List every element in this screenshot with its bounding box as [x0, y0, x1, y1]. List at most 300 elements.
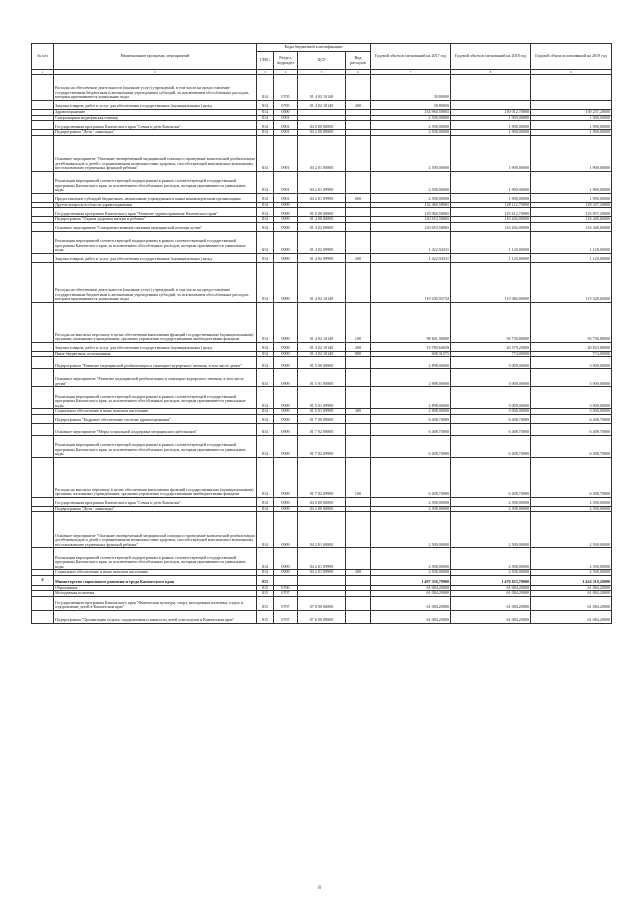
- header-grbs: ГРБС: [257, 52, 274, 70]
- cell-vr: [346, 262, 371, 302]
- cell-csr: 04 2 01 09990: [298, 548, 346, 570]
- cell-v2019: 93 730,80000: [531, 302, 612, 342]
- header-razdel: Раздел, подраздел: [274, 52, 298, 70]
- cell-rz: 0909: [274, 351, 298, 357]
- cell-v2017: 2 500,00000: [371, 193, 451, 202]
- cell-grbs: 815: [257, 591, 274, 597]
- cell-v2018: 20 579,20000: [451, 342, 531, 351]
- cell-csr: [298, 575, 346, 585]
- cell-csr: 01 7 02 09990: [298, 435, 346, 457]
- cell-grbs: 814: [257, 202, 274, 208]
- cell-csr: 01 4 02 10140: [298, 262, 346, 302]
- cell-name: Подпрограмма "Организация отдыха, оздоровления и занятости детей и молодежи в Камчатском крае": [54, 611, 257, 624]
- cell-num: [32, 262, 54, 302]
- cell-v2017: 6 408,70000: [371, 457, 451, 497]
- cell-v2019: 6 408,70000: [531, 457, 612, 497]
- header-csr: ЦСР: [298, 52, 346, 70]
- cell-name: Реализация мероприятий соответствующей подпрограммы в рамках соответствующей государственной программы Камчатского края, за исключением обособленных расходов, которым присваиваются уникальные коды: [54, 435, 257, 457]
- cell-v2018: 1 470 833,70000: [451, 575, 531, 585]
- cell-rz: [274, 575, 298, 585]
- table-row: [32, 597, 612, 611]
- cell-csr: 01 5 01 09990: [298, 387, 346, 409]
- cell-vr: [346, 423, 371, 435]
- table-body: [32, 75, 612, 624]
- cell-v2018: 2 500,00000: [451, 506, 531, 512]
- table-row: [32, 548, 612, 570]
- cell-v2018: 116 204,00000: [451, 217, 531, 223]
- cell-csr: 04 2 01 09990: [298, 171, 346, 193]
- cell-v2018: 1 120,00000: [451, 231, 531, 253]
- cell-v2019: [531, 75, 612, 101]
- cell-csr: 01 4 00 00000: [298, 217, 346, 223]
- page-number: 8: [318, 886, 321, 891]
- cell-v2019: 1 900,00000: [531, 135, 612, 171]
- cell-num: [32, 208, 54, 217]
- cell-v2017: 129 960,58065: [371, 208, 451, 217]
- cell-csr: 04 2 01 09990: [298, 193, 346, 202]
- cell-grbs: 814: [257, 457, 274, 497]
- cell-name: Социальное обеспечение и иные выплаты населению: [54, 409, 257, 415]
- cell-v2019: 2 500,00000: [531, 548, 612, 570]
- cell-name: Закупка товаров, работ и услуг для обеспечения государственных (муниципальных) нужд: [54, 101, 257, 110]
- table-row: [32, 302, 612, 342]
- cell-vr: [346, 369, 371, 387]
- cell-num: [32, 342, 54, 351]
- cell-name: Государственная программа Камчатского края "Семья и дети Камчатки": [54, 497, 257, 506]
- column-number: 9: [531, 70, 612, 75]
- cell-vr: 800: [346, 351, 371, 357]
- cell-name: Другие вопросы в области здравоохранения: [54, 202, 257, 208]
- cell-grbs: 814: [257, 369, 274, 387]
- cell-num: [32, 135, 54, 171]
- cell-rz: 0901: [274, 115, 298, 121]
- cell-num: 6: [32, 575, 54, 585]
- cell-name: Основное мероприятие "Совершенствование оказания медицинской помощи детям": [54, 222, 257, 231]
- table-row: [32, 231, 612, 253]
- cell-rz: 0909: [274, 202, 298, 208]
- cell-rz: 0707: [274, 591, 298, 597]
- cell-rz: 0909: [274, 570, 298, 576]
- cell-v2018: 1 900,00000: [451, 193, 531, 202]
- cell-rz: 0909: [274, 302, 298, 342]
- cell-v2019: 2 500,00000: [531, 570, 612, 576]
- cell-v2019: 2 500,00000: [531, 497, 612, 506]
- cell-v2019: 1 900,00000: [531, 121, 612, 130]
- cell-v2017: 39,80000: [371, 75, 451, 101]
- cell-v2017: 2 500,00000: [371, 497, 451, 506]
- cell-grbs: 814: [257, 357, 274, 369]
- cell-grbs: 814: [257, 208, 274, 217]
- cell-rz: 0901: [274, 121, 298, 130]
- table-row: [32, 342, 612, 351]
- cell-v2018: 93 730,80000: [451, 302, 531, 342]
- cell-grbs: 814: [257, 262, 274, 302]
- table-row: [32, 75, 612, 101]
- cell-csr: 01 0 00 00000: [298, 208, 346, 217]
- cell-csr: 01 4 02 09990: [298, 253, 346, 262]
- cell-num: [32, 597, 54, 611]
- cell-rz: 0909: [274, 369, 298, 387]
- cell-name: Закупка товаров, работ и услуг для обеспечения государственных (муниципальных) нужд: [54, 342, 257, 351]
- cell-vr: [346, 611, 371, 624]
- cell-name: Молодежная политика: [54, 591, 257, 597]
- table-row: [32, 611, 612, 624]
- cell-csr: 01 4 02 10140: [298, 302, 346, 342]
- cell-grbs: 814: [257, 253, 274, 262]
- table-row: [32, 497, 612, 506]
- cell-csr: 01 7 02 00000: [298, 423, 346, 435]
- cell-rz: 0909: [274, 414, 298, 423]
- cell-v2018: 61 084,20000: [451, 591, 531, 597]
- cell-grbs: 814: [257, 110, 274, 116]
- cell-grbs: 814: [257, 130, 274, 136]
- cell-v2019: 2 500,00000: [531, 512, 612, 548]
- cell-vr: 200: [346, 253, 371, 262]
- cell-v2017: 120 653,58065: [371, 217, 451, 223]
- header-name: Наименование программ, мероприятий: [54, 44, 257, 70]
- cell-v2018: 130 012,70000: [451, 110, 531, 116]
- cell-name: Основное мероприятие "Меры социальной поддержки медицинских работников": [54, 423, 257, 435]
- header-2019: Годовой объем ассигнований на 2019 год: [531, 44, 612, 70]
- cell-v2017: 2 898,00000: [371, 357, 451, 369]
- cell-v2019: 61 084,20000: [531, 611, 612, 624]
- cell-name: Расходы на выплаты персоналу в целях обеспечения выполнения функций государственными (муниципальными) органами, казенными учреждениями, органами управления государственными внебюджетными фондами: [54, 302, 257, 342]
- cell-num: [32, 387, 54, 409]
- cell-v2019: 1 900,00000: [531, 193, 612, 202]
- cell-v2018: 6 408,70000: [451, 423, 531, 435]
- cell-v2017: 132 460,58065: [371, 202, 451, 208]
- cell-rz: 0909: [274, 423, 298, 435]
- cell-vr: [346, 597, 371, 611]
- cell-grbs: 815: [257, 597, 274, 611]
- cell-vr: [346, 548, 371, 570]
- cell-csr: 01 4 02 00000: [298, 222, 346, 231]
- cell-v2019: 1 900,00000: [531, 115, 612, 121]
- cell-rz: 0700: [274, 585, 298, 591]
- column-number: 8: [451, 70, 531, 75]
- cell-rz: 0909: [274, 435, 298, 457]
- table-row: [32, 414, 612, 423]
- cell-v2019: 116 448,60000: [531, 222, 612, 231]
- cell-v2018: 3 000,00000: [451, 387, 531, 409]
- cell-name: Государственная программа Камчатского края "Семья и дети Камчатки": [54, 121, 257, 130]
- cell-v2018: 125 612,70000: [451, 208, 531, 217]
- cell-v2019: [531, 101, 612, 110]
- cell-rz: 0705: [274, 101, 298, 110]
- cell-num: [32, 222, 54, 231]
- cell-v2019: 3 000,00000: [531, 369, 612, 387]
- cell-csr: 07 6 00 00000: [298, 611, 346, 624]
- cell-vr: [346, 121, 371, 130]
- table-row: [32, 387, 612, 409]
- cell-num: [32, 457, 54, 497]
- cell-grbs: 814: [257, 101, 274, 110]
- cell-num: [32, 512, 54, 548]
- cell-vr: [346, 497, 371, 506]
- cell-rz: 0901: [274, 135, 298, 171]
- cell-name: Расходы на обеспечение деятельности (оказание услуг) учреждений, в том числе на предоставление государственным бюджетным и автономным учреждениям субсидий, за исключением обособленных расходов, которым присваиваются уникальные коды: [54, 75, 257, 101]
- cell-vr: [346, 357, 371, 369]
- cell-name: Реализация мероприятий соответствующей подпрограммы в рамках соответствующей государственной программы Камчатского края, за исключением обособленных расходов, которым присваиваются уникальные коды: [54, 387, 257, 409]
- cell-csr: 01 7 02 09990: [298, 457, 346, 497]
- cell-rz: 0909: [274, 262, 298, 302]
- cell-vr: 300: [346, 409, 371, 415]
- cell-grbs: 814: [257, 135, 274, 171]
- cell-v2018: 3 000,00000: [451, 369, 531, 387]
- table-row: [32, 101, 612, 110]
- cell-grbs: 814: [257, 302, 274, 342]
- cell-v2017: 2 500,00000: [371, 121, 451, 130]
- header-vr: Вид расходов: [346, 52, 371, 70]
- cell-csr: 07 0 00 00000: [298, 597, 346, 611]
- column-number: 3: [257, 70, 274, 75]
- cell-v2018: 115 084,00000: [451, 262, 531, 302]
- cell-num: [32, 414, 54, 423]
- cell-csr: 01 5 01 00000: [298, 369, 346, 387]
- cell-rz: 0705: [274, 75, 298, 101]
- cell-rz: 0909: [274, 208, 298, 217]
- cell-v2018: 1 900,00000: [451, 130, 531, 136]
- cell-rz: 0707: [274, 611, 298, 624]
- cell-csr: 04 2 01 00000: [298, 512, 346, 548]
- cell-v2019: 1 120,00000: [531, 231, 612, 253]
- cell-v2018: 3 000,00000: [451, 357, 531, 369]
- cell-v2017: 1 422,94331: [371, 253, 451, 262]
- cell-v2018: 128 112,70000: [451, 202, 531, 208]
- cell-rz: 0909: [274, 457, 298, 497]
- table-row: [32, 217, 612, 223]
- cell-name: Государственная программа Камчатского края "Развитие здравоохранения Камчатского края": [54, 208, 257, 217]
- cell-name: Реализация мероприятий соответствующей подпрограммы в рамках соответствующей государственной программы Камчатского края, за исключением обособленных расходов, которым присваиваются уникальные коды: [54, 171, 257, 193]
- cell-v2018: 6 408,70000: [451, 457, 531, 497]
- cell-vr: [346, 387, 371, 409]
- cell-name: Подпрограмма "Дети - инвалиды": [54, 130, 257, 136]
- cell-v2017: 2 500,00000: [371, 548, 451, 570]
- table-row: [32, 262, 612, 302]
- cell-rz: 0901: [274, 171, 298, 193]
- cell-grbs: 814: [257, 115, 274, 121]
- cell-rz: 0909: [274, 548, 298, 570]
- cell-grbs: 814: [257, 506, 274, 512]
- table-row: [32, 135, 612, 171]
- cell-rz: 0707: [274, 597, 298, 611]
- cell-v2019: 3 000,00000: [531, 387, 612, 409]
- cell-num: [32, 435, 54, 457]
- cell-csr: 01 7 00 00000: [298, 414, 346, 423]
- cell-grbs: 814: [257, 423, 274, 435]
- cell-rz: 0909: [274, 497, 298, 506]
- column-number: 2: [54, 70, 257, 75]
- cell-csr: 04 0 00 00000: [298, 121, 346, 130]
- cell-vr: [346, 208, 371, 217]
- cell-rz: 0909: [274, 506, 298, 512]
- cell-v2017: 1 422,94331: [371, 231, 451, 253]
- cell-vr: [346, 171, 371, 193]
- cell-v2019: 2 500,00000: [531, 506, 612, 512]
- cell-grbs: 814: [257, 222, 274, 231]
- cell-v2019: 3 000,00000: [531, 357, 612, 369]
- cell-name: Образование: [54, 585, 257, 591]
- cell-v2018: 1 900,00000: [451, 115, 531, 121]
- cell-name: Реализация мероприятий соответствующей подпрограммы в рамках соответствующей государственной программы Камчатского края, за исключением обособленных расходов, которым присваиваются уникальные коды: [54, 548, 257, 570]
- cell-rz: 0901: [274, 193, 298, 202]
- header-2017: Годовой объем ассигнований на 2017 год: [371, 44, 451, 70]
- cell-v2017: 6 408,70000: [371, 414, 451, 423]
- cell-v2017: 19 780,64659: [371, 342, 451, 351]
- cell-v2017: 6 408,70000: [371, 435, 451, 457]
- cell-vr: 600: [346, 193, 371, 202]
- table-row: [32, 208, 612, 217]
- cell-name: Министерство социального развития и труда Камчатского края: [54, 575, 257, 585]
- cell-num: [32, 75, 54, 101]
- cell-num: [32, 253, 54, 262]
- cell-vr: 100: [346, 302, 371, 342]
- cell-rz: 0900: [274, 110, 298, 116]
- cell-v2017: 61 084,20000: [371, 585, 451, 591]
- cell-grbs: 814: [257, 171, 274, 193]
- cell-v2017: 2 500,00000: [371, 570, 451, 576]
- cell-v2017: 608,31075: [371, 351, 451, 357]
- cell-num: [32, 497, 54, 506]
- cell-v2019: 6 408,70000: [531, 435, 612, 457]
- cell-v2017: 120 653,58065: [371, 222, 451, 231]
- cell-name: Стационарная медицинская помощь: [54, 115, 257, 121]
- cell-v2017: 2 500,00000: [371, 506, 451, 512]
- cell-v2017: 119 230,93734: [371, 262, 451, 302]
- cell-grbs: 814: [257, 217, 274, 223]
- cell-v2017: 61 084,20000: [371, 591, 451, 597]
- cell-grbs: 814: [257, 387, 274, 409]
- cell-grbs: 814: [257, 75, 274, 101]
- table-row: [32, 121, 612, 130]
- cell-csr: 04 2 01 09990: [298, 570, 346, 576]
- cell-rz: 0909: [274, 217, 298, 223]
- cell-vr: [346, 231, 371, 253]
- header-2018: Годовой объем ассигнований на 2018 год: [451, 44, 531, 70]
- cell-num: [32, 193, 54, 202]
- cell-grbs: 814: [257, 409, 274, 415]
- cell-v2019: 20 823,80000: [531, 342, 612, 351]
- cell-v2018: 1 120,00000: [451, 253, 531, 262]
- cell-rz: 0909: [274, 409, 298, 415]
- cell-csr: 01 4 02 09990: [298, 231, 346, 253]
- table-row: [32, 193, 612, 202]
- cell-grbs: 814: [257, 497, 274, 506]
- cell-vr: 100: [346, 457, 371, 497]
- cell-name: Предоставление субсидий бюджетным, автономным учреждениям и иным некоммерческим организациям: [54, 193, 257, 202]
- cell-v2017: 2 898,00000: [371, 409, 451, 415]
- cell-num: [32, 121, 54, 130]
- cell-v2018: 1 900,00000: [451, 135, 531, 171]
- cell-rz: 0909: [274, 342, 298, 351]
- cell-v2019: 3 000,00000: [531, 409, 612, 415]
- cell-csr: 01 5 01 09990: [298, 409, 346, 415]
- cell-v2019: 61 084,20000: [531, 591, 612, 597]
- cell-rz: 0909: [274, 253, 298, 262]
- cell-vr: 200: [346, 342, 371, 351]
- cell-grbs: 814: [257, 512, 274, 548]
- cell-vr: [346, 135, 371, 171]
- cell-v2019: 61 084,20000: [531, 585, 612, 591]
- cell-num: [32, 101, 54, 110]
- cell-v2019: 125 857,20000: [531, 208, 612, 217]
- cell-v2017: 39,80000: [371, 101, 451, 110]
- cell-v2018: 3 000,00000: [451, 409, 531, 415]
- cell-v2017: 98 841,98000: [371, 302, 451, 342]
- cell-csr: 01 4 02 10140: [298, 351, 346, 357]
- cell-num: [32, 611, 54, 624]
- cell-grbs: 814: [257, 548, 274, 570]
- cell-v2017: 2 500,00000: [371, 135, 451, 171]
- cell-v2018: 2 500,00000: [451, 512, 531, 548]
- cell-grbs: 814: [257, 351, 274, 357]
- cell-csr: 04 2 00 00000: [298, 130, 346, 136]
- cell-name: Расходы на обеспечение деятельности (оказание услуг) учреждений, в том числе на предоставление государственным бюджетным и автономным учреждениям субсидий, за исключением обособленных расходов, которым присваиваются уникальные коды: [54, 262, 257, 302]
- cell-v2017: 6 408,70000: [371, 423, 451, 435]
- cell-v2018: 61 084,20000: [451, 611, 531, 624]
- cell-v2017: 2 500,00000: [371, 171, 451, 193]
- cell-grbs: 814: [257, 342, 274, 351]
- cell-v2018: 2 500,00000: [451, 497, 531, 506]
- column-number: 5: [298, 70, 346, 75]
- cell-rz: 0909: [274, 512, 298, 548]
- cell-name: Основное мероприятие "Оказание своевременной медицинской помощи и проведение комплексной реабилитации детей-инвалидов и детей с ограниченными возможностями здоровья, способствующей максимально возможному восстановлению утраченных функций ребенка": [54, 135, 257, 171]
- cell-v2017: 134 960,58065: [371, 110, 451, 116]
- column-number: 7: [371, 70, 451, 75]
- cell-v2019: 1 900,00000: [531, 130, 612, 136]
- table-row: [32, 171, 612, 193]
- cell-vr: 300: [346, 570, 371, 576]
- cell-csr: 01 4 02 10140: [298, 342, 346, 351]
- cell-v2019: 116 448,60000: [531, 217, 612, 223]
- table-row: [32, 253, 612, 262]
- cell-name: Социальное обеспечение и иные выплаты населению: [54, 570, 257, 576]
- cell-vr: [346, 575, 371, 585]
- cell-grbs: 814: [257, 570, 274, 576]
- cell-v2019: 128 357,20000: [531, 202, 612, 208]
- cell-rz: 0909: [274, 387, 298, 409]
- cell-vr: [346, 512, 371, 548]
- cell-v2018: [451, 101, 531, 110]
- cell-v2018: 116 204,00000: [451, 222, 531, 231]
- cell-name: Государственная программа Камчатского края "Физическая культура, спорт, молодежная политика, отдых и оздоровление детей в Камчатском крае": [54, 597, 257, 611]
- cell-v2017: 2 898,00000: [371, 369, 451, 387]
- cell-grbs: 815: [257, 611, 274, 624]
- cell-v2019: 1 900,00000: [531, 171, 612, 193]
- table-row: [32, 457, 612, 497]
- cell-name: Подпрограмма "Развитие медицинской реабилитации и санаторно-курортного лечения, в том числе детям": [54, 357, 257, 369]
- table-row: [32, 222, 612, 231]
- cell-csr: 01 5 00 00000: [298, 357, 346, 369]
- cell-v2017: 1 497 356,79900: [371, 575, 451, 585]
- cell-name: Реализация мероприятий соответствующей подпрограммы в рамках соответствующей государственной программы Камчатского края, за исключением обособленных расходов, которым присваиваются уникальные коды: [54, 231, 257, 253]
- cell-num: [32, 548, 54, 570]
- cell-csr: 04 0 00 00000: [298, 497, 346, 506]
- table-row: [32, 369, 612, 387]
- table-row: [32, 423, 612, 435]
- cell-v2017: 61 084,20000: [371, 597, 451, 611]
- cell-v2018: 6 408,70000: [451, 414, 531, 423]
- cell-vr: [346, 222, 371, 231]
- cell-csr: 04 2 00 00000: [298, 506, 346, 512]
- header-codes: Коды бюджетной классификации: [257, 44, 371, 52]
- table-row: [32, 575, 612, 585]
- table-row: [32, 435, 612, 457]
- budget-table: [31, 43, 612, 624]
- cell-v2018: 2 500,00000: [451, 570, 531, 576]
- cell-vr: [346, 435, 371, 457]
- cell-rz: 0909: [274, 231, 298, 253]
